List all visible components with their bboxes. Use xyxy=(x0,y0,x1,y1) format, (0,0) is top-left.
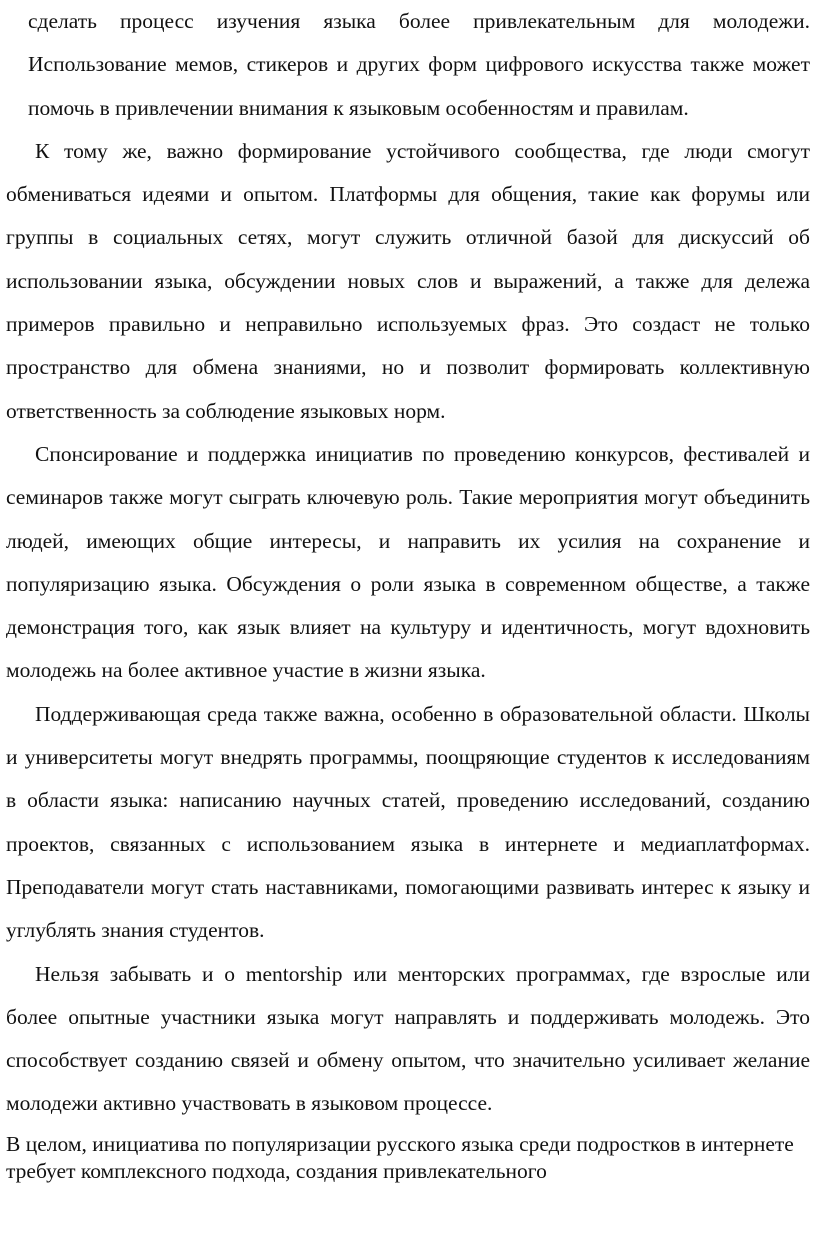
paragraph-sponsorship: Спонсирование и поддержка инициатив по проведению конкурсов, фестивалей и семинаров также могут сыграть ключевую роль. Такие мероприятия могут объединить людей, имеющих общие интересы, и направить их усилия на сохранение и популяризацию языка. Обсуждения о роли языка в современном обществе, а также демонстрация того, как язык влияет на культуру и идентичность, могут вдохновить молодежь на более активное участие в жизни языка. xyxy=(6,441,810,683)
paragraph-mentorship: Нельзя забывать и о mentorship или менторских программах, где взрослые или более опытные участники языка могут направлять и поддерживать молодежь. Это способствует созданию связей и обмену опытом, что значительно усиливает желание молодежи активно участвовать в языковом процессе. xyxy=(6,961,810,1116)
paragraph-community: К тому же, важно формирование устойчивого сообщества, где люди смогут обмениваться идеями и опытом. Платформы для общения, такие как форумы или группы в социальных сетях, могут служить отличной базой для дискуссий об использовании языка, обсуждении новых слов и выражений, а также для дележа примеров правильно и неправильно используемых фраз. Это создаст не только пространство для обмена знаниями, но и позволит формировать коллективную ответственность за соблюдение языковых норм. xyxy=(6,138,810,423)
paragraph-supportive-environment: Поддерживающая среда также важна, особенно в образовательной области. Школы и университеты могут внедрять программы, поощряющие студентов к исследованиям в области языка: написанию научных статей, проведению исследований, созданию проектов, связанных с использованием языка в интернете и медиаплатформах. Преподаватели могут стать наставниками, помогающими развивать интерес к языку и углублять знания студентов. xyxy=(6,701,810,943)
paragraph-continuation: сделать процесс изучения языка более привлекательным для молодежи. Использование мемов, стикеров и других форм цифрового искусства также может помочь в привлечении внимания к языковым особенностям и правилам. xyxy=(28,9,810,120)
paragraph-conclusion: В целом, инициатива по популяризации русского языка среди подростков в интернете требует комплексного подхода, создания привлекательного xyxy=(6,1131,794,1184)
